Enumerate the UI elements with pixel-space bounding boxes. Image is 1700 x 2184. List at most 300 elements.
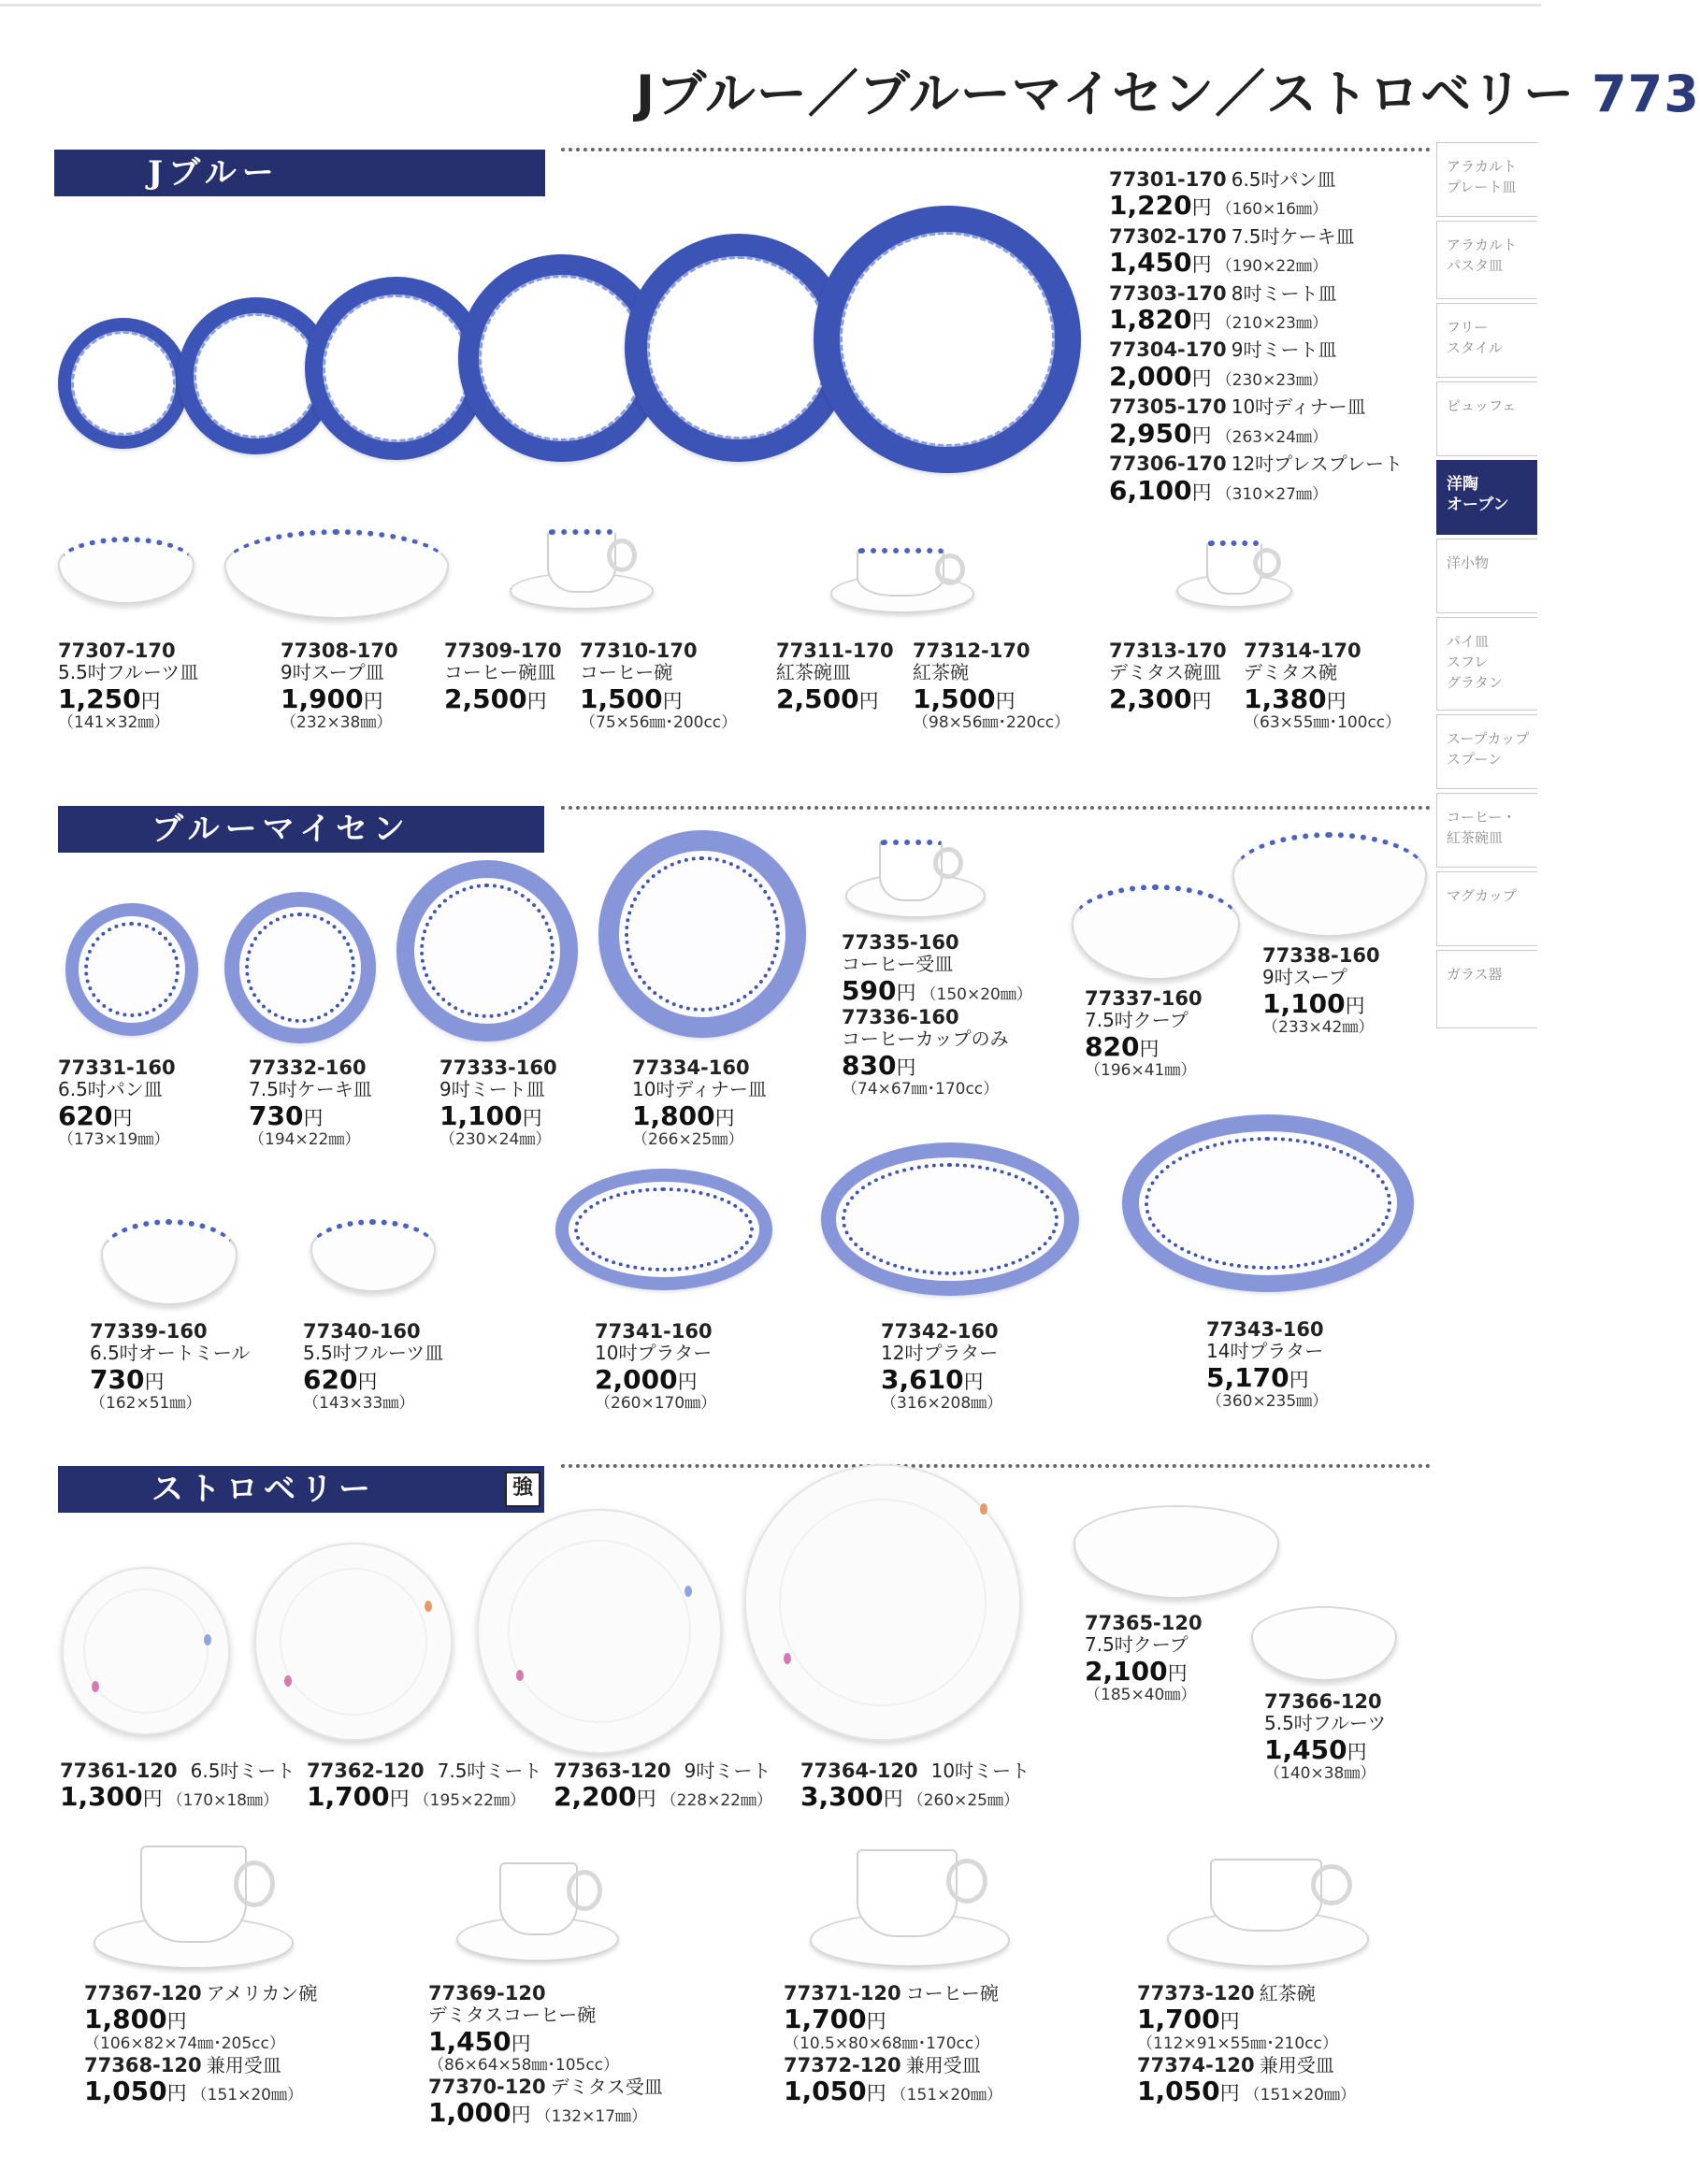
product-price: 590 [842, 974, 897, 1006]
product-77341 [595, 1320, 716, 1414]
product-size: （150×20㎜） [920, 984, 1032, 1004]
product-name: コーヒー碗皿 [444, 661, 556, 684]
product-77314 [1244, 639, 1401, 733]
yen-mark: 円 [1191, 310, 1212, 334]
product-size: （10.5×80×68㎜･170cc） [784, 2033, 990, 2053]
page-number: 773 [1592, 65, 1700, 123]
product-price: 730 [249, 1099, 304, 1131]
product-77371-77372 [784, 1982, 1002, 2106]
yen-mark: 円 [142, 1788, 163, 1811]
yen-mark: 円 [144, 1370, 165, 1393]
yen-mark: 円 [357, 1370, 378, 1393]
yen-mark: 円 [995, 689, 1016, 712]
cup-image [879, 840, 943, 901]
cup-image [1210, 1859, 1322, 1932]
product-code: 77307-170 [58, 639, 176, 662]
product-77337 [1085, 987, 1203, 1081]
product-77307 [58, 639, 198, 733]
tab-mug-cup[interactable] [1436, 871, 1537, 946]
bowl-image [1251, 1606, 1397, 1681]
product-size: （310×27㎜） [1216, 484, 1328, 504]
section-banner-bluemeissen [58, 806, 544, 853]
product-code: 77374-120 [1137, 2053, 1255, 2076]
sidebar-tab-label: マグカップ [1447, 887, 1517, 904]
tab-free-style[interactable] [1436, 303, 1537, 378]
yen-mark: 円 [866, 2010, 886, 2033]
sidebar-tab-label: アラカルト [1447, 158, 1518, 175]
yen-mark: 円 [1219, 2081, 1240, 2105]
product-size: （190×22㎜） [1216, 257, 1328, 277]
product-code: 77361-120 [60, 1760, 178, 1782]
product-code: 77305-170 [1109, 395, 1227, 419]
platter-image [1122, 1114, 1414, 1292]
product-price: 1,820 [1109, 304, 1192, 336]
product-price: 1,450 [428, 2025, 511, 2057]
product-price: 1,380 [1244, 682, 1327, 714]
cup-saucer-image [1167, 1851, 1373, 1973]
tab-buffet[interactable] [1436, 381, 1537, 456]
tab-western-ovenware[interactable] [1436, 460, 1537, 535]
product-size: （232×38㎜） [281, 713, 393, 733]
plate-image [598, 830, 806, 1038]
product-name: 10吋ディナー皿 [1231, 395, 1366, 419]
product-77362 [307, 1760, 541, 1813]
product-price: 5,170 [1206, 1361, 1289, 1393]
yen-mark: 円 [140, 689, 161, 712]
product-77338 [1262, 944, 1380, 1038]
yen-mark: 円 [896, 1056, 916, 1079]
yen-mark: 円 [389, 1788, 410, 1811]
section-banner-strawberry [58, 1466, 544, 1513]
yen-mark: 円 [866, 2081, 886, 2105]
product-77335-77336 [842, 931, 1032, 1099]
plate-image [744, 1464, 1021, 1741]
product-name: 7.5吋ケーキ皿 [249, 1078, 372, 1101]
product-size: （185×40㎜） [1085, 1686, 1197, 1705]
product-77361 [60, 1760, 295, 1813]
yen-mark: 円 [1191, 689, 1212, 712]
yen-mark: 円 [1167, 1661, 1188, 1685]
product-name: デミタス受皿 [550, 2075, 663, 2098]
product-price: 1,500 [580, 682, 663, 714]
product-name: 兼用受皿 [206, 2053, 281, 2076]
product-name: 10吋ディナー皿 [632, 1078, 767, 1101]
product-size: （260×25㎜） [907, 1791, 1019, 1811]
product-code: 77365-120 [1085, 1612, 1203, 1634]
product-price: 1,450 [1109, 247, 1192, 279]
product-77365 [1085, 1612, 1203, 1705]
yen-mark: 円 [1191, 424, 1212, 447]
sidebar-tab-label: スタイル [1447, 339, 1503, 356]
product-code: 77310-170 [580, 639, 698, 662]
sidebar-tab-label: ビュッフェ [1447, 397, 1517, 414]
berry-motif [92, 1681, 99, 1692]
product-size: （112×91×55㎜･210cc） [1137, 2033, 1338, 2053]
plate-image [62, 1567, 230, 1735]
product-price: 1,300 [60, 1781, 143, 1813]
product-code: 77333-160 [439, 1056, 557, 1079]
berry-motif [425, 1601, 432, 1612]
product-name: コーヒー碗 [580, 661, 673, 684]
product-size: （210×23㎜） [1216, 314, 1328, 334]
yen-mark: 円 [1345, 994, 1365, 1017]
product-size: （195×22㎜） [413, 1791, 526, 1811]
product-price: 1,500 [913, 682, 996, 714]
plate-image [65, 903, 198, 1036]
product-name: 10吋ミート [930, 1760, 1030, 1782]
product-size: （194×22㎜） [249, 1130, 361, 1150]
section-divider-strawberry [561, 1464, 1431, 1468]
tab-glassware[interactable] [1436, 950, 1537, 1028]
product-name: 7.5吋クープ [1085, 1633, 1189, 1657]
cup-saucer-image [845, 832, 986, 926]
cup-handle [1311, 1864, 1352, 1905]
plate-image [477, 1509, 722, 1754]
tab-coffee-tea-cups[interactable] [1436, 793, 1537, 868]
product-size: （132×17㎜） [535, 2107, 647, 2127]
section-title-bluemeissen: ブルーマイセン [151, 811, 411, 848]
product-price: 1,800 [632, 1099, 715, 1131]
product-price: 2,000 [1109, 360, 1192, 392]
cup-image [140, 1846, 247, 1943]
product-code: 77309-170 [444, 639, 562, 662]
product-name: 6.5吋パン皿 [1231, 168, 1336, 191]
product-size: （86×64×58㎜･105cc） [428, 2056, 620, 2076]
product-name: 5.5吋フルーツ皿 [58, 661, 199, 684]
product-code: 77336-160 [842, 1006, 959, 1029]
product-name: 9吋スープ [1262, 966, 1347, 989]
product-price: 1,220 [1109, 190, 1192, 222]
jblue-plate-list [1109, 168, 1403, 506]
product-size: （316×208㎜） [881, 1394, 1003, 1414]
product-77339 [90, 1320, 250, 1414]
product-name: 5.5吋フルーツ皿 [303, 1342, 444, 1365]
product-77364 [800, 1760, 1030, 1813]
yen-mark: 円 [166, 2010, 187, 2033]
product-price: 1,700 [307, 1781, 390, 1813]
product-price: 1,250 [58, 682, 141, 714]
tab-soup-cup-spoon[interactable] [1436, 714, 1537, 789]
product-price: 1,700 [784, 2004, 867, 2035]
product-77309 [444, 639, 562, 714]
product-name: 紅茶碗 [913, 661, 969, 684]
product-77312 [913, 639, 1070, 733]
tab-western-small-items[interactable] [1436, 539, 1537, 613]
cup-image [499, 1862, 578, 1935]
product-code: 77371-120 [784, 1982, 901, 2004]
product-size: （151×20㎜） [890, 2085, 1002, 2105]
cup-image [857, 548, 944, 596]
product-code: 77301-170 [1109, 168, 1227, 191]
product-price: 1,050 [84, 2075, 167, 2106]
product-price: 730 [90, 1363, 145, 1395]
product-size: （260×170㎜） [595, 1394, 717, 1414]
product-name: 10吋プラター [595, 1342, 713, 1365]
product-name: デミタスコーヒー碗 [428, 2004, 597, 2027]
product-name: 紅茶碗皿 [776, 661, 851, 684]
yen-mark: 円 [714, 1106, 735, 1129]
cup-image [547, 529, 616, 593]
product-77334 [632, 1056, 767, 1150]
berry-motif [684, 1586, 692, 1597]
product-77301 [1109, 168, 1403, 222]
product-size: （233×42㎜） [1262, 1018, 1375, 1038]
product-77310 [580, 639, 737, 733]
yen-mark: 円 [858, 689, 879, 712]
product-code: 77304-170 [1109, 338, 1227, 362]
product-size: （263×24㎜） [1216, 427, 1328, 447]
product-code: 77363-120 [554, 1760, 671, 1782]
strength-badge: 強 [505, 1472, 540, 1507]
product-size: （162×51㎜） [90, 1394, 202, 1414]
tab-a-la-carte-plate[interactable] [1436, 142, 1537, 217]
product-code: 77369-120 [428, 1982, 546, 2004]
bowl-image [1073, 1505, 1279, 1599]
product-price: 2,300 [1109, 682, 1192, 714]
plate-image [254, 1543, 453, 1741]
yen-mark: 円 [1347, 1740, 1367, 1763]
product-code: 77362-120 [307, 1760, 425, 1782]
product-name: 9吋ミート皿 [1231, 338, 1337, 362]
sidebar-tabs [1436, 142, 1537, 1032]
product-77340 [303, 1320, 443, 1414]
product-code: 77302-170 [1109, 224, 1227, 248]
yen-mark: 円 [677, 1370, 698, 1393]
product-price: 3,610 [881, 1363, 964, 1395]
cup-saucer-image [510, 524, 659, 617]
product-77363 [554, 1760, 772, 1813]
product-size: （151×20㎜） [191, 2085, 303, 2105]
sidebar-tab-label: 紅茶碗皿 [1447, 829, 1504, 846]
sidebar-tab-label: プレート皿 [1447, 179, 1517, 195]
berry-motif [204, 1634, 211, 1645]
product-price: 2,200 [554, 1781, 637, 1813]
product-77342 [881, 1320, 1002, 1414]
sidebar-tab-label: ガラス器 [1447, 966, 1503, 983]
product-size: （140×38㎜） [1264, 1764, 1376, 1784]
product-77305 [1109, 395, 1403, 449]
product-size: （230×23㎜） [1216, 370, 1328, 390]
sidebar-tab-label: 洋小物 [1447, 554, 1490, 571]
product-code: 77335-160 [842, 931, 959, 954]
sidebar-tab-label: コーヒー・ [1447, 809, 1517, 826]
product-size: （170×18㎜） [166, 1791, 279, 1811]
yen-mark: 円 [636, 1788, 656, 1811]
product-price: 2,000 [595, 1363, 678, 1395]
cup-handle [946, 1859, 987, 1904]
bowl-image [101, 1219, 238, 1305]
page-title-text: Jブルー／ブルーマイセン／ストロベリー [636, 65, 1576, 123]
product-price: 6,100 [1109, 474, 1192, 506]
product-name: デミタス碗皿 [1109, 661, 1221, 684]
product-price: 1,100 [1262, 987, 1346, 1019]
product-code: 77364-120 [800, 1760, 918, 1782]
berry-motif [516, 1670, 524, 1681]
product-code: 77308-170 [281, 639, 398, 662]
plate-image [224, 892, 376, 1043]
product-price: 820 [1085, 1030, 1140, 1062]
product-code: 77332-160 [249, 1056, 367, 1079]
product-name: 6.5吋ミート [190, 1760, 295, 1782]
product-code: 77370-120 [428, 2075, 546, 2098]
product-price: 1,050 [1137, 2075, 1220, 2106]
cup-saucer-image [830, 529, 980, 623]
bowl-image [58, 537, 194, 604]
cup-saucer-image [1176, 533, 1298, 617]
product-77332 [249, 1056, 372, 1150]
cup-handle [935, 553, 965, 585]
sidebar-tab-label: フリー [1447, 319, 1489, 336]
product-price: 620 [303, 1363, 358, 1395]
product-size: （141×32㎜） [58, 713, 170, 733]
product-code: 77338-160 [1262, 944, 1380, 967]
product-code: 77312-170 [913, 639, 1030, 662]
yen-mark: 円 [1191, 253, 1212, 277]
product-77313 [1109, 639, 1227, 714]
section-title-strawberry: ストロベリー [151, 1471, 376, 1508]
sidebar-tab-label: アラカルト [1447, 237, 1518, 253]
sidebar-tab-label: グラタン [1447, 674, 1503, 691]
product-size: （266×25㎜） [632, 1130, 744, 1150]
yen-mark: 円 [112, 1106, 133, 1129]
product-code: 77342-160 [881, 1320, 999, 1343]
product-code: 77311-170 [776, 639, 894, 662]
yen-mark: 円 [963, 1370, 984, 1393]
product-77343 [1206, 1318, 1328, 1412]
product-code: 77373-120 [1137, 1982, 1255, 2004]
product-code: 77337-160 [1085, 987, 1203, 1010]
product-name: 6.5吋パン皿 [58, 1078, 163, 1101]
product-code: 77306-170 [1109, 453, 1227, 476]
yen-mark: 円 [511, 2032, 531, 2055]
bowl-image [1232, 832, 1427, 937]
cup-handle [933, 847, 963, 879]
product-code: 77303-170 [1109, 281, 1227, 305]
product-name: 5.5吋フルーツ [1264, 1712, 1387, 1735]
product-77308 [281, 639, 398, 733]
product-price: 2,500 [776, 682, 859, 714]
cup-saucer-image [94, 1842, 299, 1973]
product-size: （74×67㎜･170cc） [842, 1080, 1000, 1099]
yen-mark: 円 [1191, 481, 1212, 504]
product-size: （106×82×74㎜･205cc） [84, 2033, 285, 2053]
sidebar-tab-label: スフレ [1447, 654, 1489, 670]
product-name: 7.5吋ミート [437, 1760, 542, 1782]
product-price: 830 [842, 1049, 897, 1081]
yen-mark: 円 [1219, 2010, 1240, 2033]
product-price: 1,050 [784, 2075, 867, 2106]
product-name: 6.5吋オートミール [90, 1342, 251, 1365]
top-rule [0, 4, 1541, 7]
product-name: 9吋ミート皿 [439, 1078, 545, 1101]
sidebar-tab-label: オーブン [1447, 496, 1509, 514]
berry-motif [980, 1503, 987, 1515]
product-code: 77331-160 [58, 1056, 176, 1079]
yen-mark: 円 [1191, 196, 1212, 220]
cup-handle [567, 1870, 602, 1911]
product-code: 77340-160 [303, 1320, 421, 1343]
product-size: （75×56㎜･200cc） [580, 713, 738, 733]
yen-mark: 円 [662, 689, 683, 712]
berry-motif [784, 1653, 791, 1664]
product-name: アメリカン碗 [206, 1982, 318, 2004]
product-code: 77334-160 [632, 1056, 750, 1079]
product-name: 8吋ミート皿 [1231, 281, 1337, 305]
product-name: デミタス碗 [1244, 661, 1337, 684]
berry-motif [284, 1675, 292, 1687]
product-size: （230×24㎜） [439, 1130, 552, 1150]
plate-image [58, 318, 189, 449]
product-name: コーヒー受皿 [842, 953, 954, 976]
cup-handle [1253, 548, 1281, 578]
product-code: 77343-160 [1206, 1318, 1324, 1341]
product-name: 兼用受皿 [905, 2053, 981, 2076]
plate-image [814, 206, 1081, 473]
product-price: 2,950 [1109, 417, 1192, 449]
cup-saucer-image [456, 1855, 625, 1967]
product-code: 77339-160 [90, 1320, 208, 1343]
platter-image [821, 1142, 1079, 1296]
tab-pie-souffle-gratin[interactable] [1436, 617, 1537, 711]
yen-mark: 円 [883, 1788, 903, 1811]
product-77331 [58, 1056, 176, 1150]
product-name: 9吋ミート [684, 1760, 771, 1782]
product-price: 1,700 [1137, 2004, 1220, 2035]
tab-a-la-carte-pasta[interactable] [1436, 221, 1537, 299]
product-name: 兼用受皿 [1259, 2053, 1334, 2076]
cup-handle [607, 539, 637, 572]
product-name: 9吋スープ皿 [281, 661, 384, 684]
product-price: 1,000 [428, 2097, 511, 2129]
product-price: 2,100 [1085, 1655, 1168, 1687]
yen-mark: 円 [1289, 1368, 1309, 1391]
product-size: （228×22㎜） [660, 1791, 772, 1811]
yen-mark: 円 [303, 1106, 324, 1129]
product-name: コーヒーカップのみ [842, 1027, 1009, 1051]
yen-mark: 円 [1139, 1037, 1160, 1060]
product-77366 [1264, 1690, 1386, 1784]
product-code: 77367-120 [84, 1982, 202, 2004]
product-size: （160×16㎜） [1216, 200, 1328, 220]
product-77302 [1109, 225, 1403, 279]
sidebar-tab-label: パイ皿 [1447, 633, 1490, 650]
yen-mark: 円 [896, 981, 916, 1004]
product-price: 620 [58, 1099, 113, 1131]
section-banner-jblue [54, 150, 545, 196]
product-code: 77313-170 [1109, 639, 1227, 662]
product-size: （98×56㎜･220cc） [913, 713, 1071, 733]
section-divider-bluemeissen [561, 806, 1431, 810]
bowl-image [224, 529, 449, 619]
product-77304 [1109, 338, 1403, 392]
product-77369-77370 [428, 1982, 663, 2129]
product-code: 77372-120 [784, 2053, 901, 2076]
product-77333 [439, 1056, 557, 1150]
yen-mark: 円 [522, 1106, 542, 1129]
product-name: 紅茶碗 [1259, 1982, 1316, 2004]
yen-mark: 円 [1326, 689, 1347, 712]
product-price: 1,900 [281, 682, 364, 714]
cup-saucer-image [810, 1842, 1016, 1973]
section-divider-jblue [561, 148, 1431, 151]
product-size: （173×19㎜） [58, 1130, 170, 1150]
product-code: 77366-120 [1264, 1690, 1382, 1713]
product-size: （360×235㎜） [1206, 1392, 1329, 1412]
product-name: 12吋プラター [881, 1342, 999, 1365]
product-size: （143×33㎜） [303, 1394, 415, 1414]
bowl-image [310, 1219, 436, 1292]
product-name: コーヒー碗 [905, 1982, 999, 2004]
